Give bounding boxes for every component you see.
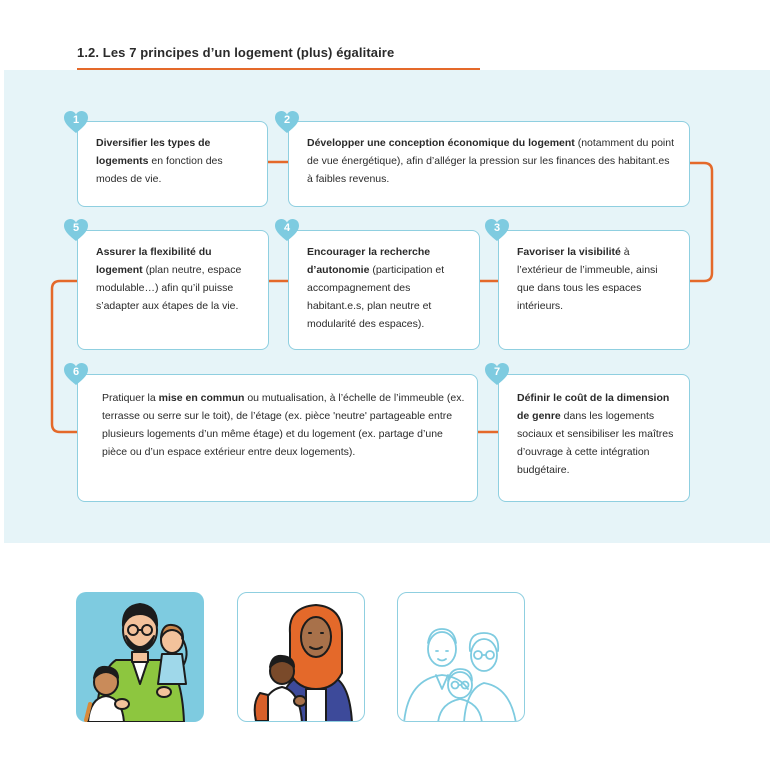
principle-6-text: ou mutualisation, à l’échelle de l’immeuble (ex. terrasse ou serre sur le toit), de l’étage (ex. pièce 'neutre' partageable entre plusieurs logements d’un même étage) et du logement (ex. partage d’une pièce ou d’un espace extérieur entre deux logements). bbox=[102, 392, 465, 458]
badge-7 bbox=[484, 362, 510, 386]
badge-6-number: 6 bbox=[72, 366, 80, 378]
principle-3-text: à l’extérieur de l’immeuble, ainsi que dans tous les espaces intérieurs. bbox=[517, 246, 658, 312]
principle-1-bold: Diversifier les types de logements bbox=[96, 137, 211, 167]
badge-3 bbox=[484, 218, 510, 242]
badge-2-number: 2 bbox=[283, 114, 291, 126]
badge-5 bbox=[63, 218, 89, 242]
badge-2 bbox=[274, 110, 300, 134]
badge-4-number: 4 bbox=[283, 222, 291, 234]
connector-2-3 bbox=[690, 163, 712, 281]
principle-card-3 bbox=[498, 230, 690, 350]
connector-5-6 bbox=[52, 281, 77, 432]
principle-card-4 bbox=[288, 230, 480, 350]
principle-6-pre: Pratiquer la bbox=[102, 392, 159, 404]
principle-card-5 bbox=[77, 230, 269, 350]
badge-3-number: 3 bbox=[493, 222, 501, 234]
family-outline-illustration bbox=[397, 592, 525, 722]
principle-7-bold: Définir le coût de la dimension de genre bbox=[517, 392, 670, 422]
badge-7-number: 7 bbox=[493, 366, 501, 378]
badge-1 bbox=[63, 110, 89, 134]
principle-7-text: dans les logements sociaux et sensibiliser les maîtres d’ouvrage à cette intégration budgétaire. bbox=[517, 410, 674, 476]
badge-6 bbox=[63, 362, 89, 386]
badge-4 bbox=[274, 218, 300, 242]
mother-in-headscarf-with-child-illustration bbox=[237, 592, 365, 722]
principle-6-bold: mise en commun bbox=[158, 392, 245, 404]
principle-card-1 bbox=[77, 121, 268, 207]
principle-2-text: (notamment du point de vue énergétique), afin d’alléger la pression sur les finances des habitant.es à faibles revenus. bbox=[307, 137, 675, 185]
principle-4-bold: Encourager la recherche d’autonomie bbox=[307, 246, 431, 276]
principle-3-bold: Favoriser la visibilité bbox=[517, 246, 621, 258]
principle-card-2 bbox=[288, 121, 690, 207]
principle-card-7 bbox=[498, 374, 690, 502]
principle-1-text: en fonction des modes de vie. bbox=[96, 155, 223, 185]
principle-5-text: (plan neutre, espace modulable…) afin qu’il puisse s’adapter aux étapes de la vie. bbox=[96, 264, 242, 312]
badge-5-number: 5 bbox=[72, 222, 80, 234]
badge-1-number: 1 bbox=[72, 114, 80, 126]
principle-card-6 bbox=[77, 374, 478, 502]
father-with-two-children-illustration bbox=[76, 592, 204, 722]
principle-2-bold: Développer une conception économique du logement bbox=[307, 137, 575, 149]
section-title: 1.2. Les 7 principes d’un logement (plus) égalitaire bbox=[77, 45, 395, 60]
principle-5-bold: Assurer la flexibilité du logement bbox=[96, 246, 212, 276]
principle-4-text: (participation et accompagnement des habitant.e.s, plan neutre et modularité des espaces). bbox=[307, 264, 445, 330]
